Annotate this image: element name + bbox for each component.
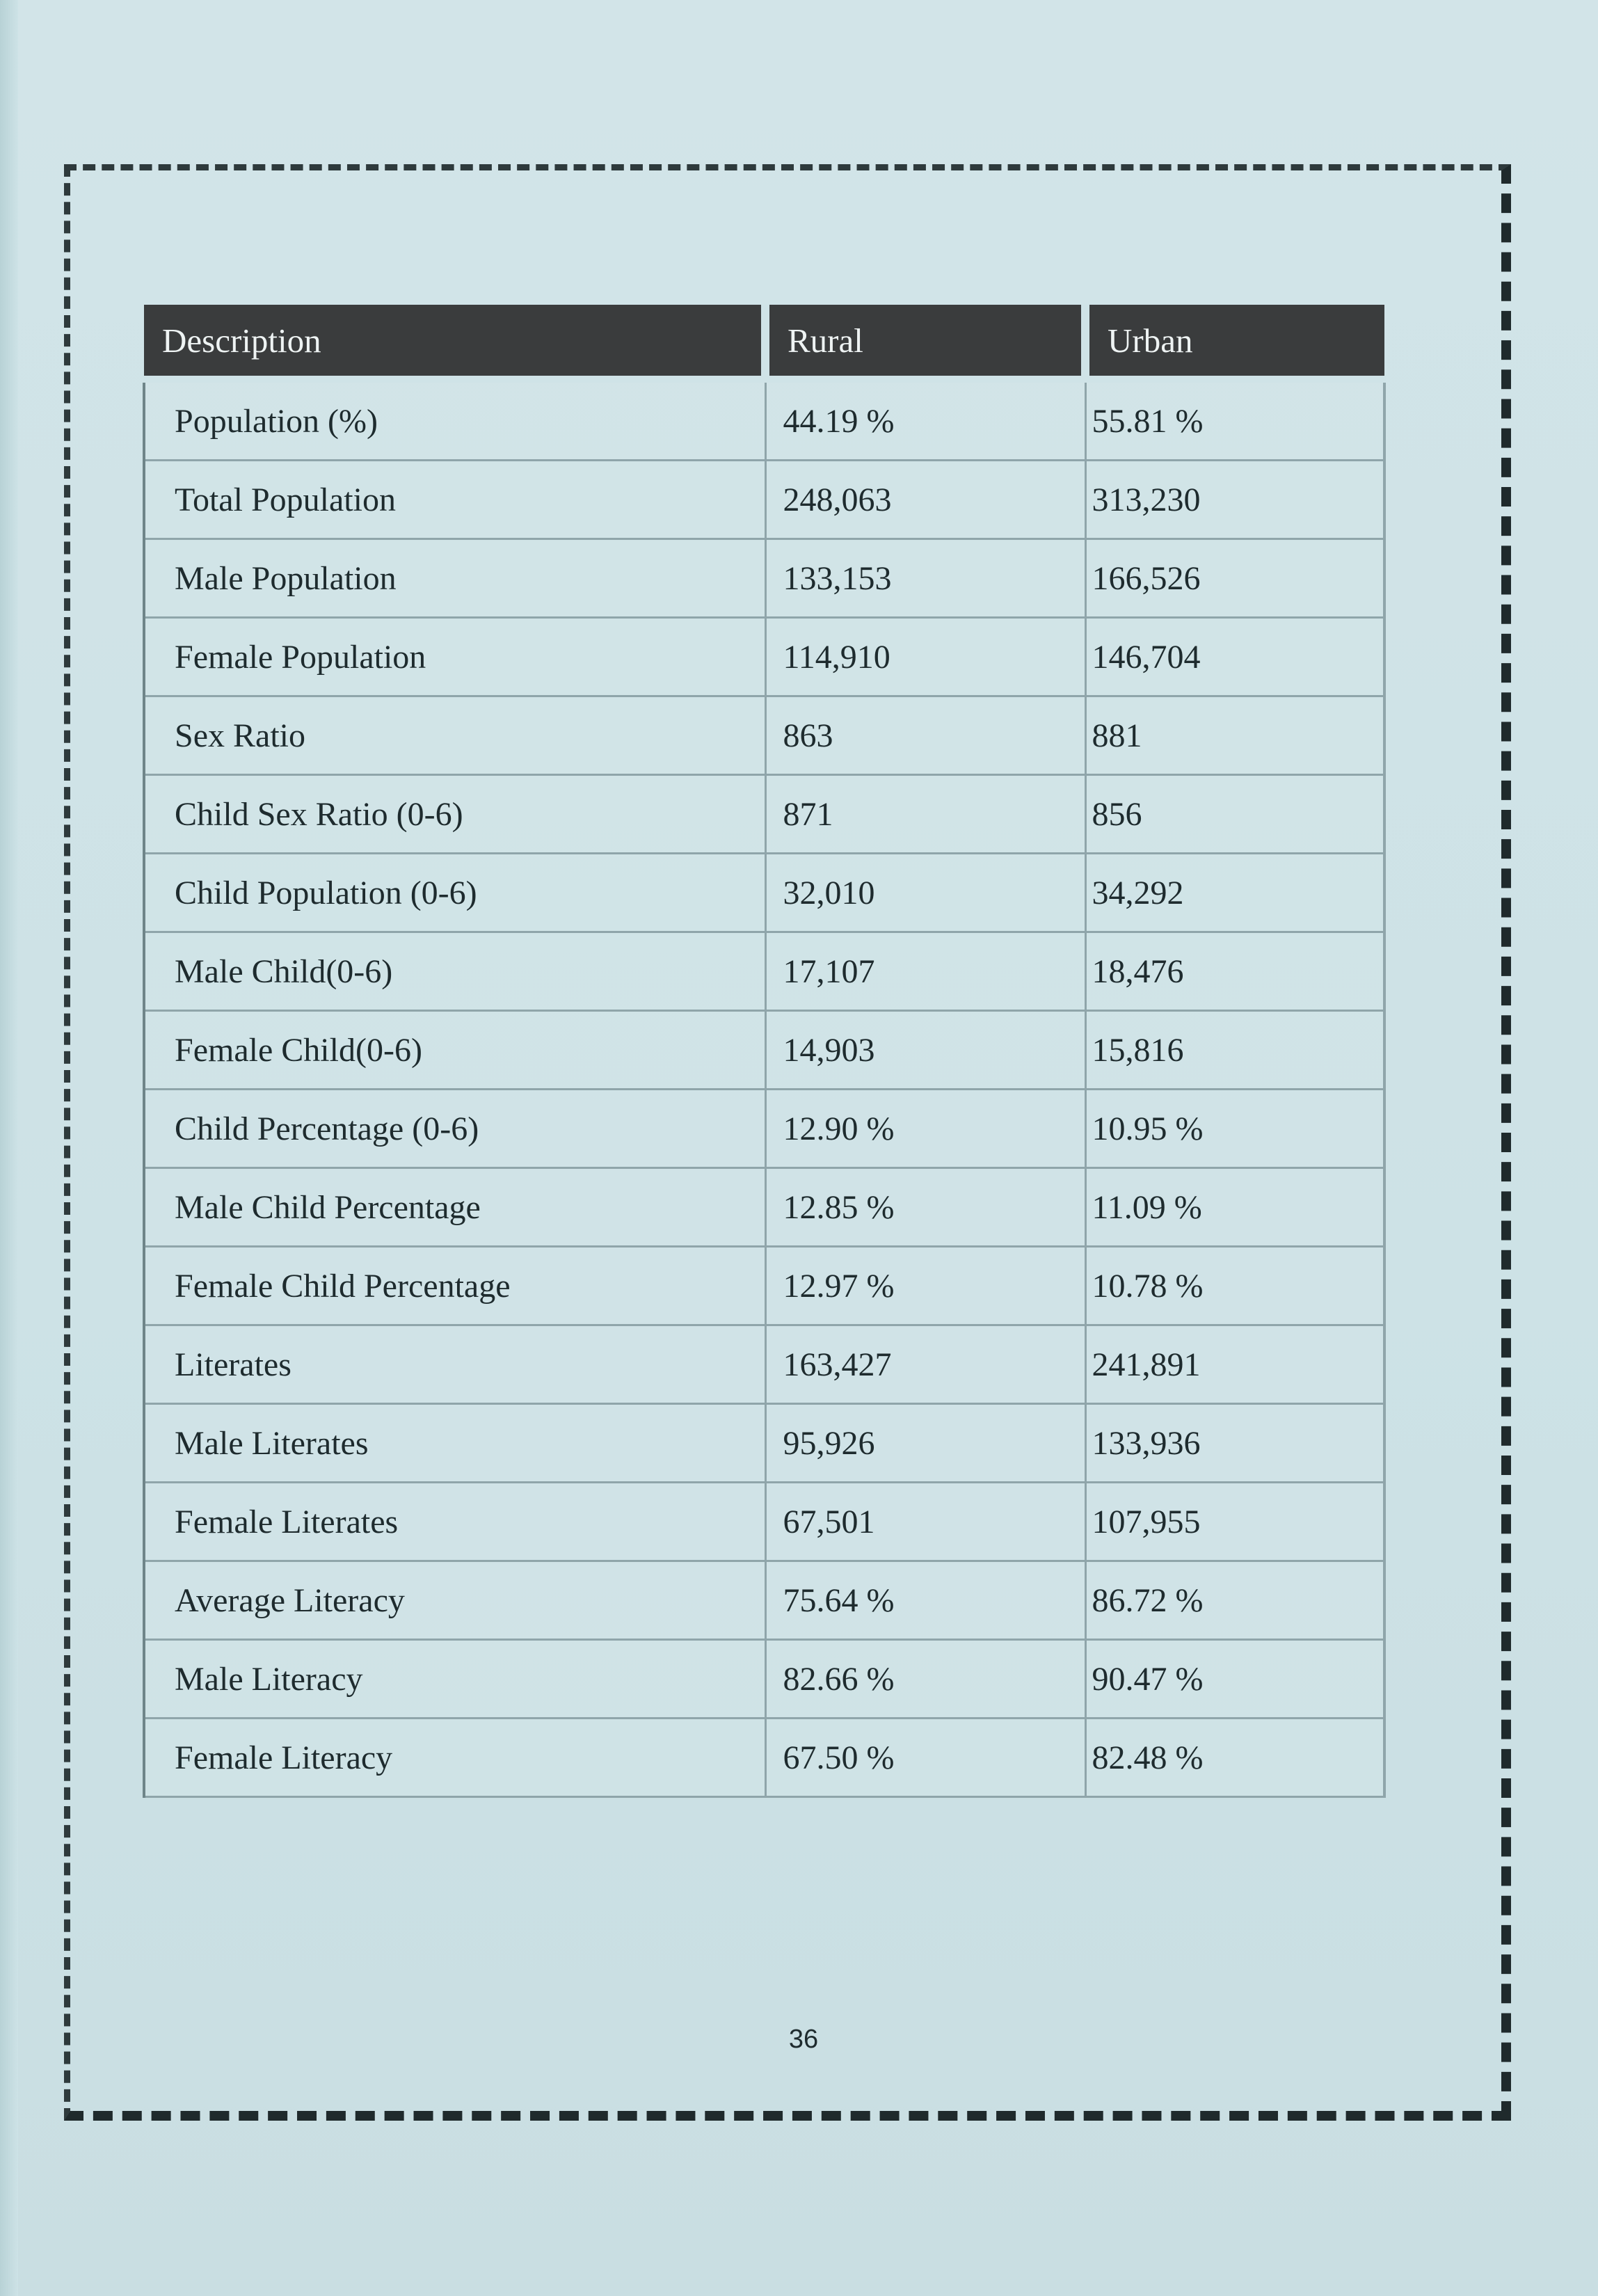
row-rural-cell: 12.90 % [765, 1090, 1085, 1168]
table-header-row [144, 305, 1384, 379]
row-rural-cell: 32,010 [765, 854, 1085, 932]
row-rural-cell: 67.50 % [765, 1719, 1085, 1797]
row-urban-cell: 86.72 % [1085, 1561, 1384, 1640]
row-urban-cell: 881 [1085, 696, 1384, 775]
row-urban-cell: 10.95 % [1085, 1090, 1384, 1168]
row-urban-cell: 107,955 [1085, 1483, 1384, 1561]
page-edge-shadow [0, 0, 18, 2296]
header-rural: Rural [765, 305, 1085, 379]
row-rural-cell: 95,926 [765, 1404, 1085, 1483]
row-rural-cell: 871 [765, 775, 1085, 854]
row-description-cell: Female Population [144, 618, 765, 696]
page-number: 36 [788, 2025, 819, 2054]
row-rural-cell: 14,903 [765, 1011, 1085, 1090]
table-row [144, 461, 1384, 539]
table-row [144, 1090, 1384, 1168]
table-row [144, 1325, 1384, 1404]
row-description-cell: Female Child Percentage [144, 1247, 765, 1325]
row-rural-cell: 163,427 [765, 1325, 1085, 1404]
row-urban-cell: 166,526 [1085, 539, 1384, 618]
row-urban-cell: 34,292 [1085, 854, 1384, 932]
header-description: Description [144, 305, 765, 379]
row-description-cell: Female Child(0-6) [144, 1011, 765, 1090]
row-rural-cell: 67,501 [765, 1483, 1085, 1561]
row-urban-cell: 313,230 [1085, 461, 1384, 539]
row-description-cell: Female Literacy [144, 1719, 765, 1797]
row-rural-cell: 12.97 % [765, 1247, 1085, 1325]
row-description-cell: Child Population (0-6) [144, 854, 765, 932]
row-urban-cell: 18,476 [1085, 932, 1384, 1011]
row-description-cell: Child Sex Ratio (0-6) [144, 775, 765, 854]
table-row [144, 1561, 1384, 1640]
table-row [144, 775, 1384, 854]
header-urban: Urban [1085, 305, 1384, 379]
row-rural-cell: 12.85 % [765, 1168, 1085, 1247]
row-urban-cell: 11.09 % [1085, 1168, 1384, 1247]
table-row [144, 1168, 1384, 1247]
row-description-cell: Male Literacy [144, 1640, 765, 1719]
row-urban-cell: 15,816 [1085, 1011, 1384, 1090]
table-row [144, 696, 1384, 775]
row-urban-cell: 55.81 % [1085, 379, 1384, 461]
table-row [144, 1640, 1384, 1719]
row-rural-cell: 44.19 % [765, 379, 1085, 461]
row-rural-cell: 17,107 [765, 932, 1085, 1011]
row-description-cell: Female Literates [144, 1483, 765, 1561]
row-rural-cell: 75.64 % [765, 1561, 1085, 1640]
row-description-cell: Population (%) [144, 379, 765, 461]
table-row [144, 1719, 1384, 1797]
row-rural-cell: 82.66 % [765, 1640, 1085, 1719]
row-urban-cell: 856 [1085, 775, 1384, 854]
row-rural-cell: 248,063 [765, 461, 1085, 539]
row-description-cell: Child Percentage (0-6) [144, 1090, 765, 1168]
table-body [144, 379, 1384, 1797]
row-rural-cell: 863 [765, 696, 1085, 775]
table-row [144, 854, 1384, 932]
row-urban-cell: 10.78 % [1085, 1247, 1384, 1325]
table-header [144, 305, 1384, 379]
row-rural-cell: 114,910 [765, 618, 1085, 696]
row-description-cell: Literates [144, 1325, 765, 1404]
row-description-cell: Total Population [144, 461, 765, 539]
row-description-cell: Male Child(0-6) [144, 932, 765, 1011]
row-description-cell: Average Literacy [144, 1561, 765, 1640]
row-urban-cell: 146,704 [1085, 618, 1384, 696]
row-description-cell: Male Population [144, 539, 765, 618]
row-urban-cell: 133,936 [1085, 1404, 1384, 1483]
row-description-cell: Sex Ratio [144, 696, 765, 775]
table-row [144, 1483, 1384, 1561]
table-row [144, 1011, 1384, 1090]
population-statistics-table [143, 305, 1386, 1798]
table-row [144, 618, 1384, 696]
table-row [144, 379, 1384, 461]
table-row [144, 1247, 1384, 1325]
table-row [144, 1404, 1384, 1483]
row-urban-cell: 90.47 % [1085, 1640, 1384, 1719]
table-row [144, 932, 1384, 1011]
table-row [144, 539, 1384, 618]
row-description-cell: Male Literates [144, 1404, 765, 1483]
row-description-cell: Male Child Percentage [144, 1168, 765, 1247]
row-urban-cell: 241,891 [1085, 1325, 1384, 1404]
row-rural-cell: 133,153 [765, 539, 1085, 618]
row-urban-cell: 82.48 % [1085, 1719, 1384, 1797]
